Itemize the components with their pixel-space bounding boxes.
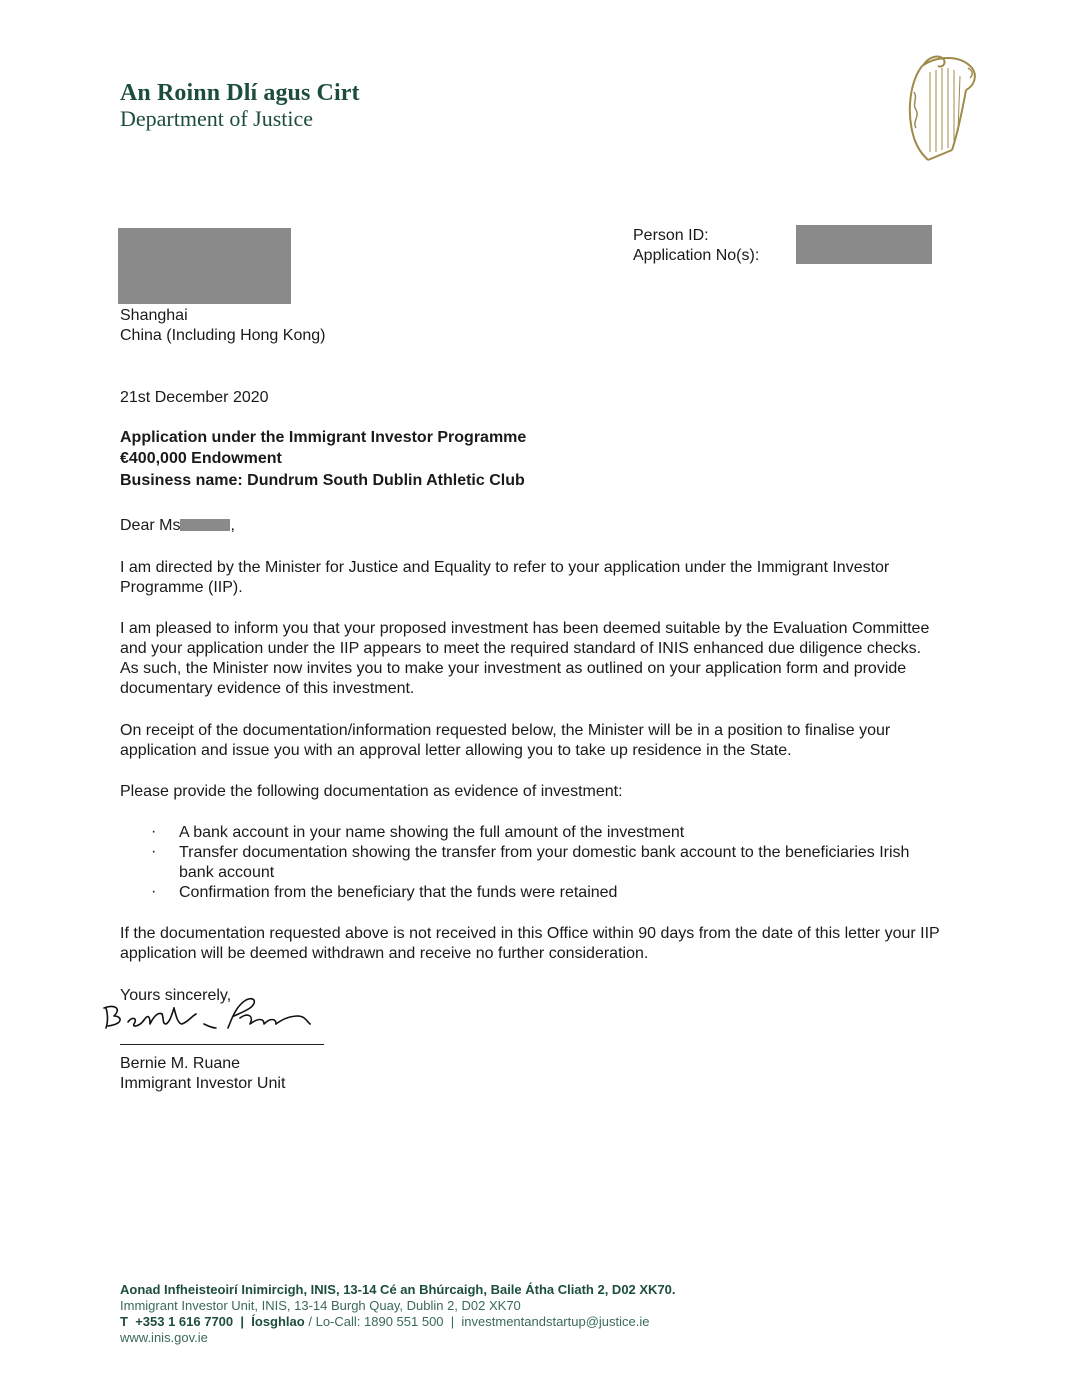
footer-contact — [120, 1314, 649, 1329]
footer-separator: | — [240, 1314, 245, 1329]
list-item-line: bank account — [179, 864, 275, 881]
list-item-line: Confirmation from the beneficiary that the funds were retained — [179, 884, 618, 901]
footer-locall-number[interactable]: 1890 551 500 — [364, 1314, 444, 1329]
signatory-unit: Immigrant Investor Unit — [120, 1075, 286, 1092]
paragraph-line: I am directed by the Minister for Justice and Equality to refer to your application under the Immigrant Investor — [120, 559, 890, 576]
salutation-prefix: Dear Ms — [120, 517, 181, 534]
bullet-marker: · — [151, 883, 157, 900]
footer-phone-prefix: T — [120, 1314, 128, 1329]
subject-line-business: Business name: Dundrum South Dublin Athletic Club — [120, 472, 525, 489]
paragraph-directed — [120, 558, 1000, 598]
letter-date: 21st December 2020 — [120, 389, 269, 406]
paragraph-line: application will be deemed withdrawn and receive no further consideration. — [120, 945, 649, 962]
redacted-address — [118, 228, 291, 304]
paragraph-line: As such, the Minister now invites you to make your investment as outlined on your application form and provide — [120, 660, 907, 677]
footer-email-link[interactable]: investmentandstartup@justice.ie — [461, 1314, 650, 1329]
paragraph-line: If the documentation requested above is not received in this Office within 90 days from the date of this letter your IIP — [120, 925, 940, 942]
person-id-label: Person ID: — [633, 227, 709, 244]
paragraph-please-provide: Please provide the following documentation as evidence of investment: — [120, 783, 623, 800]
irish-harp-emblem-icon — [900, 52, 980, 164]
paragraph-line: and your application under the IIP appears to meet the required standard of INIS enhanced due diligence checks. — [120, 640, 922, 657]
list-item-line: A bank account in your name showing the full amount of the investment — [179, 824, 685, 841]
footer-separator: | — [450, 1314, 455, 1329]
subject-line-endowment: €400,000 Endowment — [120, 450, 282, 467]
department-name-irish: An Roinn Dlí agus Cirt — [120, 80, 360, 106]
paragraph-line: Programme (IIP). — [120, 579, 243, 596]
address-city: Shanghai — [120, 307, 188, 324]
salutation-suffix: , — [230, 517, 235, 534]
footer-website-link[interactable]: www.inis.gov.ie — [120, 1330, 208, 1345]
application-no-label: Application No(s): — [633, 247, 760, 264]
footer-address-english: Immigrant Investor Unit, INIS, 13-14 Burgh Quay, Dublin 2, D02 XK70 — [120, 1298, 521, 1313]
paragraph-receipt-documentation — [120, 721, 1000, 761]
footer-locall-label: Lo-Call: — [315, 1314, 361, 1329]
paragraph-line: application and issue you with an approval letter allowing you to take up residence in the State. — [120, 742, 792, 759]
redacted-reference-numbers — [796, 225, 932, 264]
list-item-line: Transfer documentation showing the transfer from your domestic bank account to the beneficiaries Irish — [179, 844, 910, 861]
address-country: China (Including Hong Kong) — [120, 327, 326, 344]
department-name-english: Department of Justice — [120, 106, 314, 131]
paragraph-investment-suitable — [120, 619, 1000, 699]
paragraph-line: I am pleased to inform you that your proposed investment has been deemed suitable by the Evaluation Committee — [120, 620, 930, 637]
list-item — [179, 843, 979, 883]
handwritten-signature — [100, 994, 360, 1038]
salutation — [120, 516, 235, 536]
list-item — [179, 823, 979, 843]
signatory-name: Bernie M. Ruane — [120, 1055, 241, 1072]
paragraph-line: On receipt of the documentation/information requested below, the Minister will be in a position to finalise your — [120, 722, 891, 739]
footer-locall-slash: / — [308, 1314, 312, 1329]
paragraph-line: documentary evidence of this investment. — [120, 680, 415, 697]
footer-locall-irish: Íosghlao — [251, 1314, 305, 1329]
list-item — [179, 883, 979, 903]
redacted-surname — [180, 519, 230, 531]
subject-line-programme: Application under the Immigrant Investor Programme — [120, 429, 527, 446]
footer-address-irish: Aonad Infheisteoirí Inimircigh, INIS, 13-14 Cé an Bhúrcaigh, Baile Átha Cliath 2, D02 XK70. — [120, 1282, 676, 1297]
paragraph-withdrawal-notice — [120, 924, 1000, 964]
valediction: Yours sincerely, — [120, 987, 232, 1004]
bullet-marker: · — [151, 823, 157, 840]
signature-line — [120, 1044, 324, 1045]
footer-phone[interactable]: +353 1 616 7700 — [135, 1314, 234, 1329]
bullet-marker: · — [151, 843, 157, 860]
